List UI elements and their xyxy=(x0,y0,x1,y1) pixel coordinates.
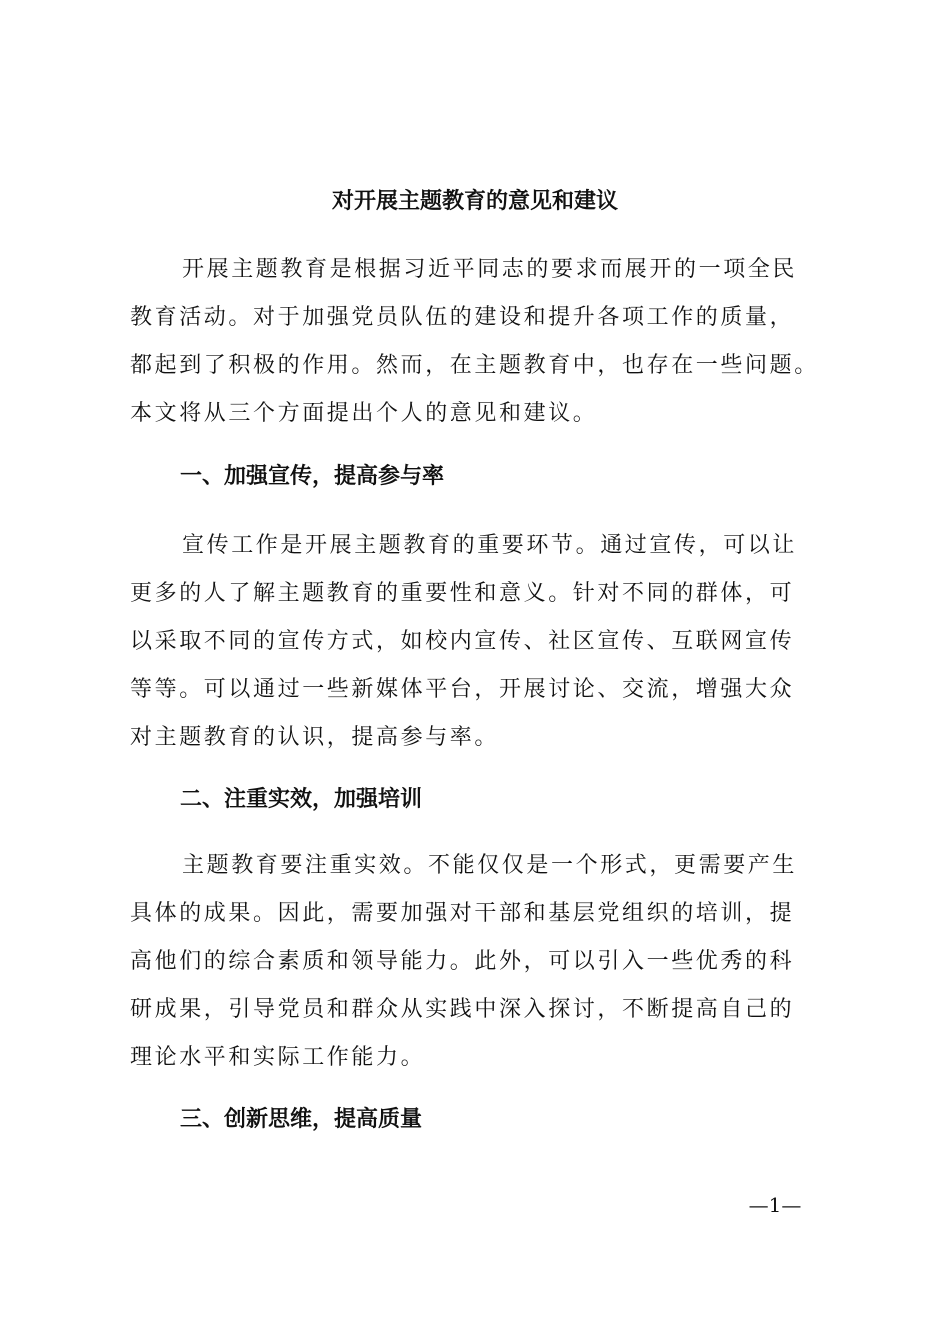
paragraph-line: 研成果，引导党员和群众从实践中深入探讨，不断提高自己的 xyxy=(130,997,795,1022)
paragraph-line: 理论水平和实际工作能力。 xyxy=(130,1045,426,1070)
paragraph-line: 都起到了积极的作用。然而，在主题教育中，也存在一些问题。 xyxy=(130,353,819,378)
document-title: 对开展主题教育的意见和建议 xyxy=(331,188,618,214)
paragraph-line: 以采取不同的宣传方式，如校内宣传、社区宣传、互联网宣传 xyxy=(130,629,795,654)
intro-paragraph xyxy=(130,246,855,438)
section-heading-1: 一、加强宣传，提高参与率 xyxy=(180,464,445,489)
paragraph-line: 具体的成果。因此，需要加强对干部和基层党组织的培训，提 xyxy=(130,901,795,926)
section1-paragraph xyxy=(130,522,855,762)
section2-paragraph xyxy=(130,842,855,1082)
paragraph-line: 教育活动。对于加强党员队伍的建设和提升各项工作的质量， xyxy=(130,305,795,330)
section-heading-3: 三、创新思维，提高质量 xyxy=(180,1107,423,1132)
paragraph-line: 更多的人了解主题教育的重要性和意义。针对不同的群体，可 xyxy=(130,581,795,606)
paragraph-line: 主题教育要注重实效。不能仅仅是一个形式，更需要产生 xyxy=(182,853,798,878)
section-heading-2: 二、注重实效，加强培训 xyxy=(180,787,423,812)
paragraph-line: 本文将从三个方面提出个人的意见和建议。 xyxy=(130,401,598,426)
paragraph-line: 开展主题教育是根据习近平同志的要求而展开的一项全民 xyxy=(182,257,798,282)
paragraph-line: 对主题教育的认识，提高参与率。 xyxy=(130,725,500,750)
paragraph-line: 等等。可以通过一些新媒体平台，开展讨论、交流，增强大众 xyxy=(130,677,795,702)
paragraph-line: 宣传工作是开展主题教育的重要环节。通过宣传，可以让 xyxy=(182,533,798,558)
paragraph-line: 高他们的综合素质和领导能力。此外，可以引入一些优秀的科 xyxy=(130,949,795,974)
page-number: —1— xyxy=(748,1193,802,1217)
